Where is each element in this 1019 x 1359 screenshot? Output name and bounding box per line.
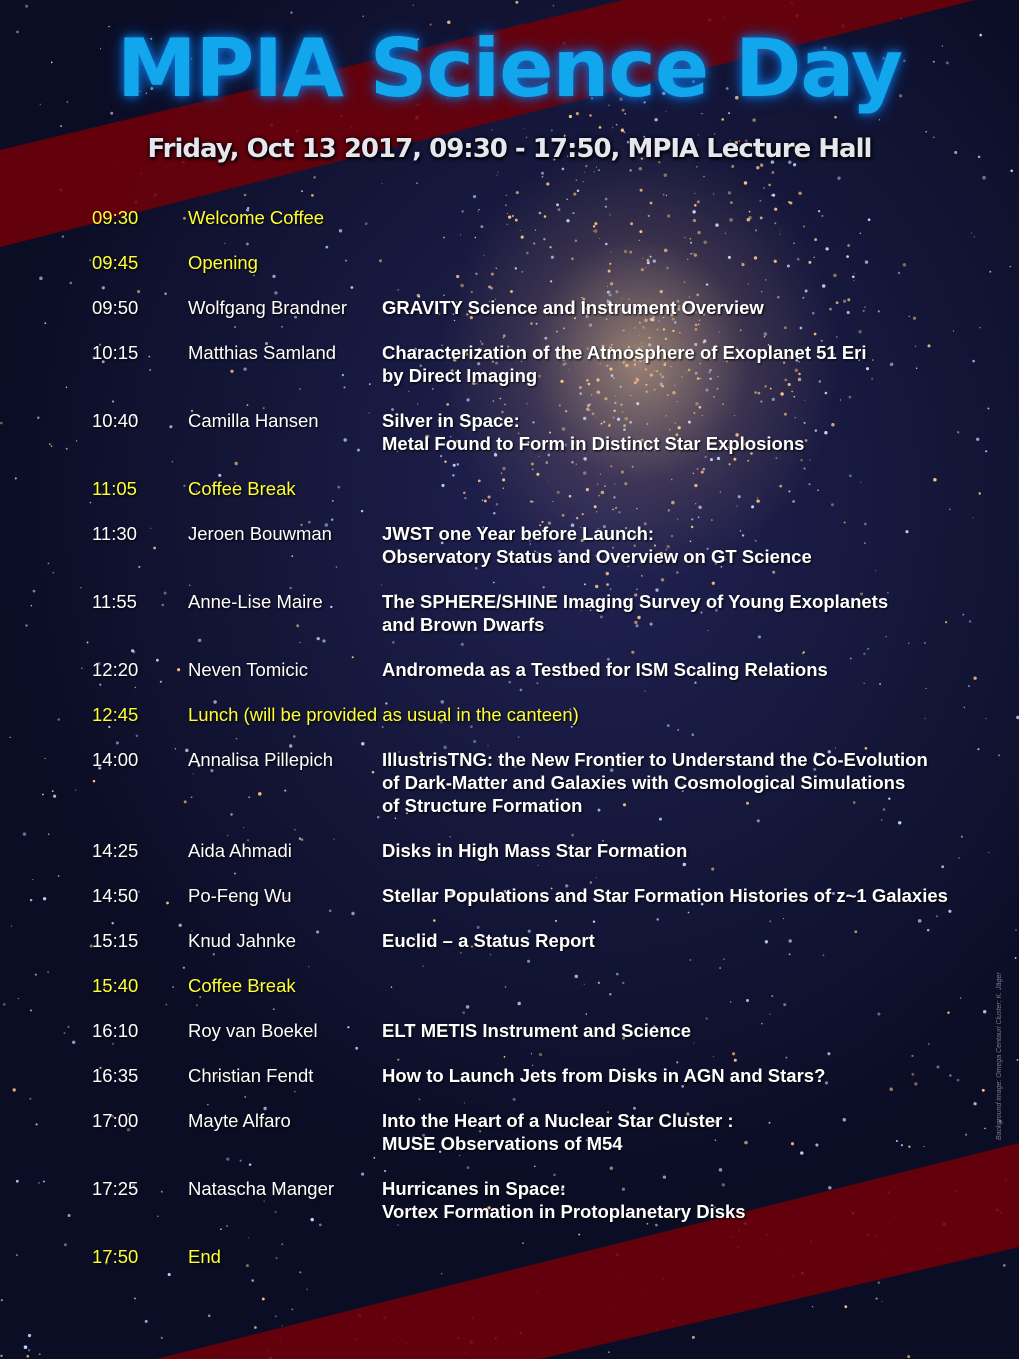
time: 09:30: [92, 207, 139, 228]
talk-title: [382, 477, 1019, 500]
talk-title: Andromeda as a Testbed for ISM Scaling Relations: [382, 659, 828, 680]
schedule-break-row: [0, 251, 1019, 296]
talk-title: Hurricanes in Space: Vortex Formation in Protoplanetary Disks: [382, 1178, 746, 1222]
schedule-talk-row: [0, 884, 1019, 929]
schedule-talk-row: [0, 409, 1019, 477]
time: 09:45: [92, 252, 139, 273]
schedule-break-row: [0, 974, 1019, 1019]
time: 16:10: [92, 1020, 139, 1041]
time: 14:50: [92, 885, 139, 906]
event-subtitle: Friday, Oct 13 2017, 09:30 - 17:50, MPIA Lecture Hall: [147, 134, 872, 164]
image-credit: Background image: Omega Centauri Cluster; K. Jäger: [996, 972, 1003, 1140]
time: 17:50: [92, 1246, 139, 1267]
schedule-break-row: [0, 703, 1019, 748]
time: 10:15: [92, 342, 139, 363]
time: 09:50: [92, 297, 139, 318]
break-label: End: [188, 1246, 221, 1267]
time: 17:25: [92, 1178, 139, 1199]
speaker-name: Roy van Boekel: [188, 1020, 318, 1041]
speaker-name: Camilla Hansen: [188, 410, 319, 431]
break-label: Opening: [188, 252, 258, 273]
talk-title: GRAVITY Science and Instrument Overview: [382, 297, 764, 318]
schedule-break-row: [0, 477, 1019, 522]
schedule-talk-row: [0, 1109, 1019, 1177]
talk-title: JWST one Year before Launch: Observatory Status and Overview on GT Science: [382, 523, 812, 567]
break-label: Coffee Break: [188, 478, 296, 499]
time: 15:40: [92, 975, 139, 996]
speaker-name: Anne-Lise Maire: [188, 591, 323, 612]
speaker-name: Wolfgang Brandner: [188, 297, 348, 318]
break-label: Welcome Coffee: [188, 207, 325, 228]
schedule-talk-row: [0, 522, 1019, 590]
speaker-name: Neven Tomicic: [188, 659, 308, 680]
break-label: Lunch (will be provided as usual in the canteen): [188, 704, 579, 725]
speaker-name: Christian Fendt: [188, 1065, 314, 1086]
speaker-name: Aida Ahmadi: [188, 840, 292, 861]
schedule-break-row: [0, 206, 1019, 251]
talk-title: [382, 974, 1019, 997]
time: 16:35: [92, 1065, 139, 1086]
talk-title: ELT METIS Instrument and Science: [382, 1020, 692, 1041]
talk-title: Characterization of the Atmosphere of Exoplanet 51 Eri by Direct Imaging: [382, 342, 867, 386]
talk-title: Disks in High Mass Star Formation: [382, 840, 688, 861]
time: 11:55: [92, 591, 137, 612]
talk-title: [382, 206, 1019, 229]
schedule-break-row: [0, 1245, 1019, 1290]
schedule-talk-row: [0, 839, 1019, 884]
time: 10:40: [92, 410, 139, 431]
talk-title: Silver in Space: Metal Found to Form in Distinct Star Explosions: [382, 410, 805, 454]
talk-title: IllustrisTNG: the New Frontier to Understand the Co-Evolution of Dark-Matter and Galaxies with Cosmological Simulations of Structure Formation: [382, 749, 928, 816]
time: 17:00: [92, 1110, 139, 1131]
schedule-talk-row: [0, 590, 1019, 658]
talk-title: [382, 251, 1019, 274]
schedule-list: [0, 206, 1019, 1290]
time: 11:30: [92, 523, 137, 544]
schedule-talk-row: [0, 341, 1019, 409]
speaker-name: Annalisa Pillepich: [188, 749, 334, 770]
talk-title: The SPHERE/SHINE Imaging Survey of Young Exoplanets and Brown Dwarfs: [382, 591, 889, 635]
break-label: Coffee Break: [188, 975, 296, 996]
speaker-name: Knud Jahnke: [188, 930, 297, 951]
speaker-name: Natascha Manger: [188, 1178, 335, 1199]
schedule-talk-row: [0, 658, 1019, 703]
talk-title: Stellar Populations and Star Formation Histories of z~1 Galaxies: [382, 885, 948, 906]
schedule-talk-row: [0, 1019, 1019, 1064]
talk-title: Into the Heart of a Nuclear Star Cluster : MUSE Observations of M54: [382, 1110, 734, 1154]
poster-title: MPIA Science Day: [116, 22, 903, 115]
speaker-name: Mayte Alfaro: [188, 1110, 291, 1131]
schedule-talk-row: [0, 929, 1019, 974]
time: 15:15: [92, 930, 139, 951]
time: 12:20: [92, 659, 139, 680]
schedule-talk-row: [0, 296, 1019, 341]
time: 12:45: [92, 704, 139, 725]
speaker-name: Jeroen Bouwman: [188, 523, 332, 544]
time: 14:00: [92, 749, 139, 770]
schedule-talk-row: [0, 748, 1019, 839]
speaker-name: Po-Feng Wu: [188, 885, 292, 906]
talk-title: Euclid – a Status Report: [382, 930, 595, 951]
talk-title: [382, 1245, 1019, 1268]
time: 14:25: [92, 840, 139, 861]
talk-title: How to Launch Jets from Disks in AGN and Stars?: [382, 1065, 826, 1086]
speaker-name: Matthias Samland: [188, 342, 337, 363]
time: 11:05: [92, 478, 137, 499]
schedule-talk-row: [0, 1177, 1019, 1245]
schedule-talk-row: [0, 1064, 1019, 1109]
